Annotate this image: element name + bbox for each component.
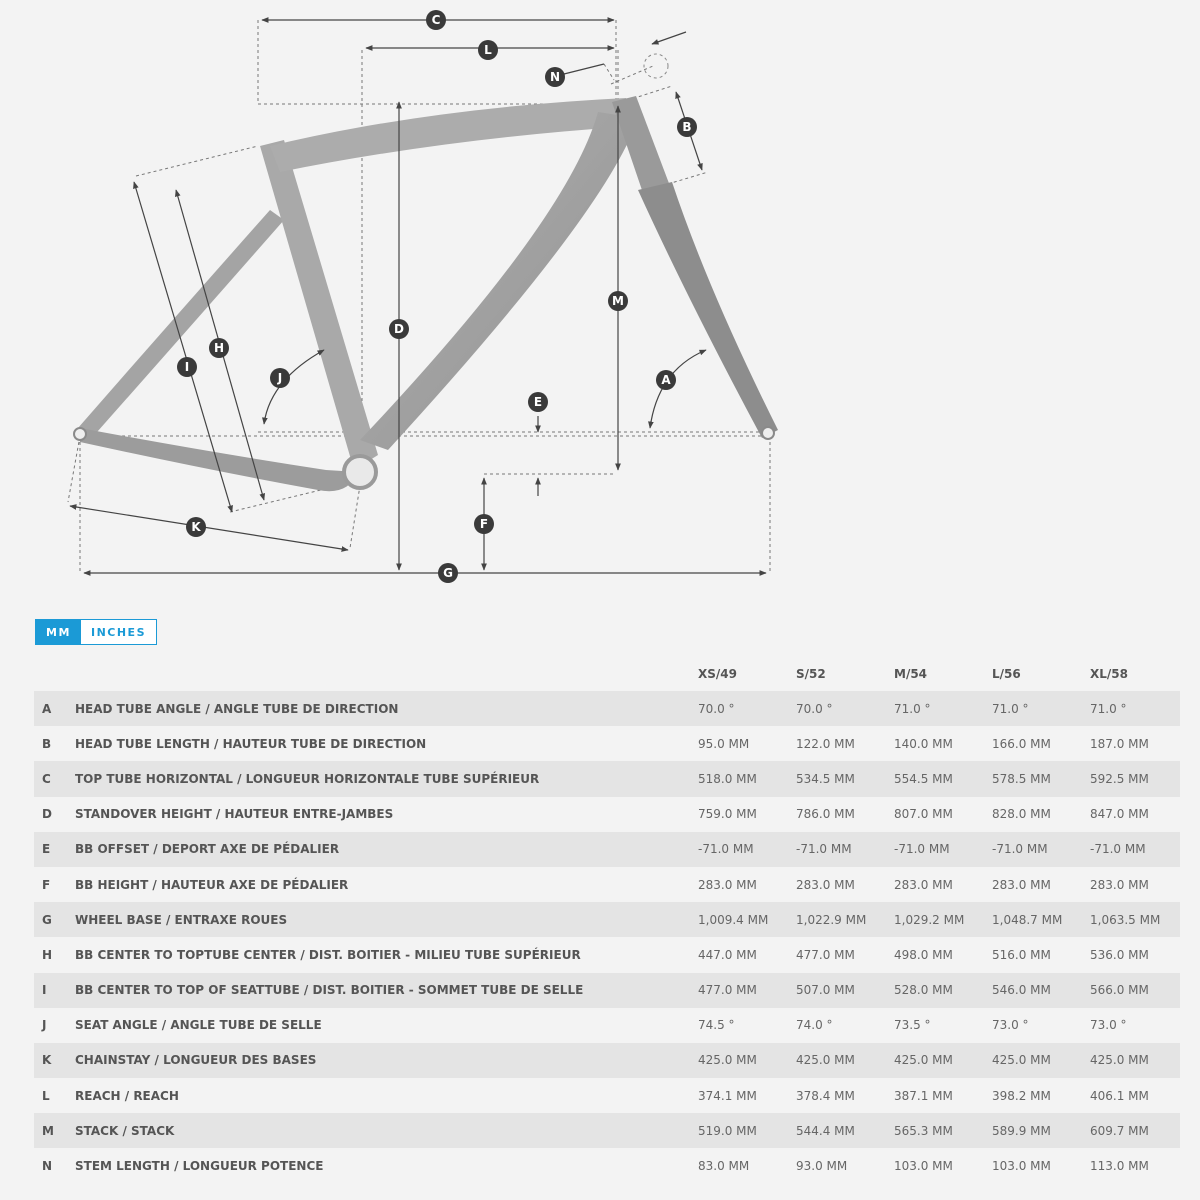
svg-text:G: G [443,566,453,580]
row-value: 71.0 ° [894,701,931,716]
table-row [34,1008,1180,1043]
marker-h [209,338,229,358]
row-value: 425.0 MM [1090,1053,1149,1068]
row-value: 828.0 MM [992,807,1051,822]
row-value: 398.2 MM [992,1088,1051,1103]
svg-text:K: K [191,520,201,534]
row-value: 425.0 MM [992,1053,1051,1068]
row-value: -71.0 MM [698,842,754,857]
row-value: 1,063.5 MM [1090,912,1161,927]
svg-text:E: E [533,395,543,409]
row-value: 70.0 ° [698,701,735,716]
table-row [34,691,1180,726]
row-key: A [42,701,52,716]
row-key: K [42,1053,52,1068]
table-row [34,797,1180,832]
table-row [34,761,1180,796]
row-value: 71.0 ° [992,701,1029,716]
row-value: 73.5 ° [894,1018,931,1033]
row-value: 578.5 MM [992,771,1051,786]
row-value: 283.0 MM [894,877,953,892]
unit-mm-button[interactable]: MM [36,620,81,644]
row-value: 847.0 MM [1090,807,1149,822]
size-header: XL/58 [1090,667,1128,681]
row-value: 73.0 ° [1090,1018,1127,1033]
row-label: BB CENTER TO TOPTUBE CENTER / DIST. BOITIER - MILIEU TUBE SUPÉRIEUR [75,947,581,962]
row-value: 565.3 MM [894,1123,953,1138]
svg-text:I: I [184,360,190,374]
row-value: 74.5 ° [698,1018,735,1033]
svg-text:H: H [213,341,225,355]
row-value: -71.0 MM [992,842,1048,857]
row-value: 93.0 MM [796,1159,848,1174]
row-label: STACK / STACK [75,1123,175,1138]
svg-text:M: M [612,294,624,308]
size-header: XS/49 [698,667,737,681]
row-value: 759.0 MM [698,807,757,822]
row-value: 1,009.4 MM [698,912,769,927]
row-label: HEAD TUBE ANGLE / ANGLE TUBE DE DIRECTION [75,701,399,716]
row-key: N [42,1159,53,1174]
row-key: D [42,807,52,822]
row-value: 498.0 MM [894,947,953,962]
row-value: -71.0 MM [894,842,950,857]
row-value: 283.0 MM [796,877,855,892]
marker-l [478,40,498,60]
row-value: 507.0 MM [796,983,855,998]
row-value: 103.0 MM [894,1159,953,1174]
table-row [34,1043,1180,1078]
marker-b [677,117,697,137]
row-value: 425.0 MM [894,1053,953,1068]
row-value: 283.0 MM [992,877,1051,892]
row-value: 807.0 MM [894,807,953,822]
row-value: 71.0 ° [1090,701,1127,716]
row-key: C [42,771,51,786]
row-label: WHEEL BASE / ENTRAXE ROUES [75,912,288,927]
row-key: E [42,842,51,857]
table-row [34,867,1180,902]
table-header [34,656,1180,691]
unit-toggle [35,619,157,645]
construction-lines [68,20,770,573]
table-row [34,1148,1180,1183]
marker-f [474,514,494,534]
row-value: 1,029.2 MM [894,912,965,927]
svg-text:N: N [549,70,561,84]
row-value: -71.0 MM [796,842,852,857]
row-label: HEAD TUBE LENGTH / HAUTEUR TUBE DE DIRECTION [75,736,427,751]
row-value: 425.0 MM [796,1053,855,1068]
size-header: S/52 [796,667,826,681]
row-value: 113.0 MM [1090,1159,1149,1174]
row-label: BB CENTER TO TOP OF SEATTUBE / DIST. BOITIER - SOMMET TUBE DE SELLE [75,983,584,998]
svg-text:B: B [682,120,692,134]
row-value: 378.4 MM [796,1088,855,1103]
row-value: 534.5 MM [796,771,855,786]
marker-j [270,368,290,388]
row-value: 554.5 MM [894,771,953,786]
row-label: STANDOVER HEIGHT / HAUTEUR ENTRE-JAMBES [75,807,394,822]
marker-d [389,319,409,339]
table-row [34,937,1180,972]
row-label: SEAT ANGLE / ANGLE TUBE DE SELLE [75,1018,322,1033]
row-value: 1,048.7 MM [992,912,1063,927]
row-value: 566.0 MM [1090,983,1149,998]
row-value: 536.0 MM [1090,947,1149,962]
row-value: 477.0 MM [698,983,757,998]
marker-n [545,67,565,87]
row-value: 103.0 MM [992,1159,1051,1174]
unit-inches-button[interactable]: INCHES [90,625,146,639]
row-key: H [42,947,53,962]
row-value: 83.0 MM [698,1159,750,1174]
row-value: 122.0 MM [796,736,855,751]
row-value: 544.4 MM [796,1123,855,1138]
row-value: 283.0 MM [698,877,757,892]
row-value: 70.0 ° [796,701,833,716]
row-key: G [42,912,52,927]
row-key: I [42,983,47,998]
marker-e [528,392,548,412]
marker-m [608,291,628,311]
row-value: 95.0 MM [698,736,750,751]
row-value: 187.0 MM [1090,736,1149,751]
table-body [34,691,1180,1184]
svg-text:J: J [277,371,283,385]
marker-a [656,370,676,390]
geometry-page [8,0,1192,1200]
row-value: 73.0 ° [992,1018,1029,1033]
frame-geometry-diagram [8,0,1192,600]
row-value: 406.1 MM [1090,1088,1149,1103]
row-value: 477.0 MM [796,947,855,962]
marker-k [186,517,206,537]
table-row [34,1113,1180,1148]
table-row [34,902,1180,937]
svg-text:D: D [394,322,404,336]
svg-text:F: F [479,517,489,531]
marker-i [177,357,197,377]
row-value: 283.0 MM [1090,877,1149,892]
row-value: 519.0 MM [698,1123,757,1138]
row-value: 425.0 MM [698,1053,757,1068]
row-label: BB HEIGHT / HAUTEUR AXE DE PÉDALIER [75,877,349,892]
row-label: BB OFFSET / DEPORT AXE DE PÉDALIER [75,842,340,857]
row-label: REACH / REACH [75,1088,179,1103]
bike-frame [74,54,778,491]
row-value: 589.9 MM [992,1123,1051,1138]
row-label: TOP TUBE HORIZONTAL / LONGUEUR HORIZONTALE TUBE SUPÉRIEUR [75,771,540,786]
row-value: 140.0 MM [894,736,953,751]
row-key: B [42,736,52,751]
row-label: STEM LENGTH / LONGUEUR POTENCE [75,1159,324,1174]
row-value: 546.0 MM [992,983,1051,998]
table-row [34,973,1180,1008]
row-value: 516.0 MM [992,947,1051,962]
row-value: 74.0 ° [796,1018,833,1033]
row-key: F [42,877,51,892]
row-value: 528.0 MM [894,983,953,998]
svg-text:L: L [484,43,492,57]
row-key: J [42,1018,47,1033]
marker-g [438,563,458,583]
row-key: M [42,1123,54,1138]
geometry-table [34,656,1180,1184]
row-value: 374.1 MM [698,1088,757,1103]
dimension-labels [177,10,697,583]
row-value: 447.0 MM [698,947,757,962]
size-header: L/56 [992,667,1021,681]
table-row [34,1078,1180,1113]
row-label: CHAINSTAY / LONGUEUR DES BASES [75,1053,317,1068]
row-value: 518.0 MM [698,771,757,786]
table-row [34,832,1180,867]
table-row [34,726,1180,761]
row-value: 387.1 MM [894,1088,953,1103]
row-key: L [42,1088,50,1103]
row-value: 786.0 MM [796,807,855,822]
row-value: 166.0 MM [992,736,1051,751]
svg-text:C: C [431,13,441,27]
dimension-arrows [70,20,766,573]
svg-text:A: A [661,373,671,387]
size-header: M/54 [894,667,928,681]
row-value: 592.5 MM [1090,771,1149,786]
row-value: 609.7 MM [1090,1123,1149,1138]
row-value: -71.0 MM [1090,842,1146,857]
row-value: 1,022.9 MM [796,912,867,927]
marker-c [426,10,446,30]
